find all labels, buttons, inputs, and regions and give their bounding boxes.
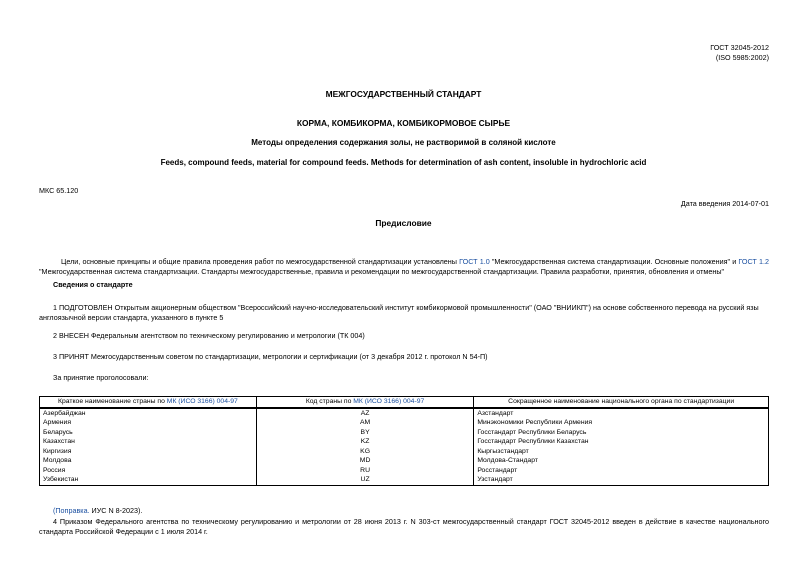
col-body-header: Сокращенное наименование национального органа по стандартизации (474, 397, 769, 408)
country-cell: Казахстан (40, 437, 257, 447)
table-row (40, 475, 769, 485)
item-4: 4 Приказом Федерального агентства по техническому регулированию и метрологии от 28 июня 2013 г. N 303-ст межгосударственный стандарт ГОСТ 32045-2012 введен в действие в качестве национального стандарта Российской Федерации с 1 июля 2014 г. (39, 517, 769, 536)
subtitle-en: Feeds, compound feeds, material for compound feeds. Methods for determination of ash content, insoluble in hydrochloric acid (160, 158, 647, 167)
code-cell: BY (256, 428, 473, 438)
info-heading: Сведения о стандарте (53, 280, 133, 289)
table-row (40, 437, 769, 447)
mk-iso-link[interactable]: МК (ИСО 3166) 004-97 (353, 398, 425, 405)
item-1: 1 ПОДГОТОВЛЕН Открытым акционерным обществом "Всероссийский научно-исследовательский институт комбикормовой промышленности" (ОАО "ВНИИКП") на основе собственного перевода на русский язы англоязычной версии стандарта, указанного в пункте 5 (39, 303, 759, 322)
country-cell: Азербайджан (40, 408, 257, 419)
document-header (710, 43, 769, 63)
col-country-header: Краткое наименование страны по МК (ИСО 3166) 004-97 (40, 397, 257, 408)
body-cell: Госстандарт Республики Беларусь (474, 428, 769, 438)
intro-date: Дата введения 2014-07-01 (680, 199, 769, 208)
standard-code: ГОСТ 32045-2012 (710, 43, 769, 52)
table-row (40, 408, 769, 419)
foreword-paragraph: Цели, основные принципы и общие правила проведения работ по межгосударственной стандартизации установлены ГОСТ 1.0 "Межгосударственная система стандартизации. Основные положения" и ГОСТ 1.2 "Межгосударственная система стандартизации. Стандарты межгосударственные, правила и рекомендации по межгосударственной стандартизации. Правила разработки, принятия, обновления и отмены" (39, 257, 769, 276)
item-2: 2 ВНЕСЕН Федеральным агентством по техническому регулированию и метрологии (ТК 004) (53, 331, 365, 340)
body-cell: Молдова-Стандарт (474, 456, 769, 466)
code-cell: AZ (256, 408, 473, 419)
table-row (40, 428, 769, 438)
gost-1-0-link[interactable]: ГОСТ 1.0 (459, 257, 490, 266)
code-cell: MD (256, 456, 473, 466)
code-cell: AM (256, 418, 473, 428)
table-row (40, 418, 769, 428)
body-cell: Минэкономики Республики Армения (474, 418, 769, 428)
voted-label: За принятие проголосовали: (53, 373, 149, 382)
table-row (40, 466, 769, 476)
item-3: 3 ПРИНЯТ Межгосударственным советом по стандартизации, метрологии и сертификации (от 3 декабря 2012 г. протокол N 54-П) (53, 352, 488, 361)
country-cell: Армения (40, 418, 257, 428)
foreword-heading: Предисловие (375, 218, 432, 228)
col-code-header: Код страны по МК (ИСО 3166) 004-97 (256, 397, 473, 408)
gost-1-2-link[interactable]: ГОСТ 1.2 (738, 257, 769, 266)
standard-type: МЕЖГОСУДАРСТВЕННЫЙ СТАНДАРТ (325, 89, 482, 99)
mks-code: МКС 65.120 (39, 186, 79, 195)
country-cell: Беларусь (40, 428, 257, 438)
table-row (40, 447, 769, 457)
body-cell: Азстандарт (474, 408, 769, 419)
code-cell: UZ (256, 475, 473, 485)
mk-iso-link[interactable]: МК (ИСО 3166) 004-97 (166, 398, 238, 405)
country-cell: Киргизия (40, 447, 257, 457)
iso-reference: (ISO 5985:2002) (715, 53, 769, 62)
code-cell: RU (256, 466, 473, 476)
country-cell: Россия (40, 466, 257, 476)
document-title: КОРМА, КОМБИКОРМА, КОМБИКОРМОВОЕ СЫРЬЕ (296, 118, 511, 128)
code-cell: KZ (256, 437, 473, 447)
country-cell: Узбекистан (40, 475, 257, 485)
body-cell: Кыргызстандарт (474, 447, 769, 457)
body-cell: Узстандарт (474, 475, 769, 485)
table-header-row (40, 397, 769, 408)
table-row (40, 456, 769, 466)
body-cell: Росстандарт (474, 466, 769, 476)
subtitle-ru: Методы определения содержания золы, не растворимой в соляной кислоте (251, 138, 556, 147)
amendment-link[interactable]: (Поправка. (53, 506, 90, 515)
code-cell: KG (256, 447, 473, 457)
amendment-note: (Поправка. ИУС N 8-2023). (53, 506, 143, 515)
countries-table (39, 396, 769, 486)
country-cell: Молдова (40, 456, 257, 466)
body-cell: Госстандарт Республики Казахстан (474, 437, 769, 447)
